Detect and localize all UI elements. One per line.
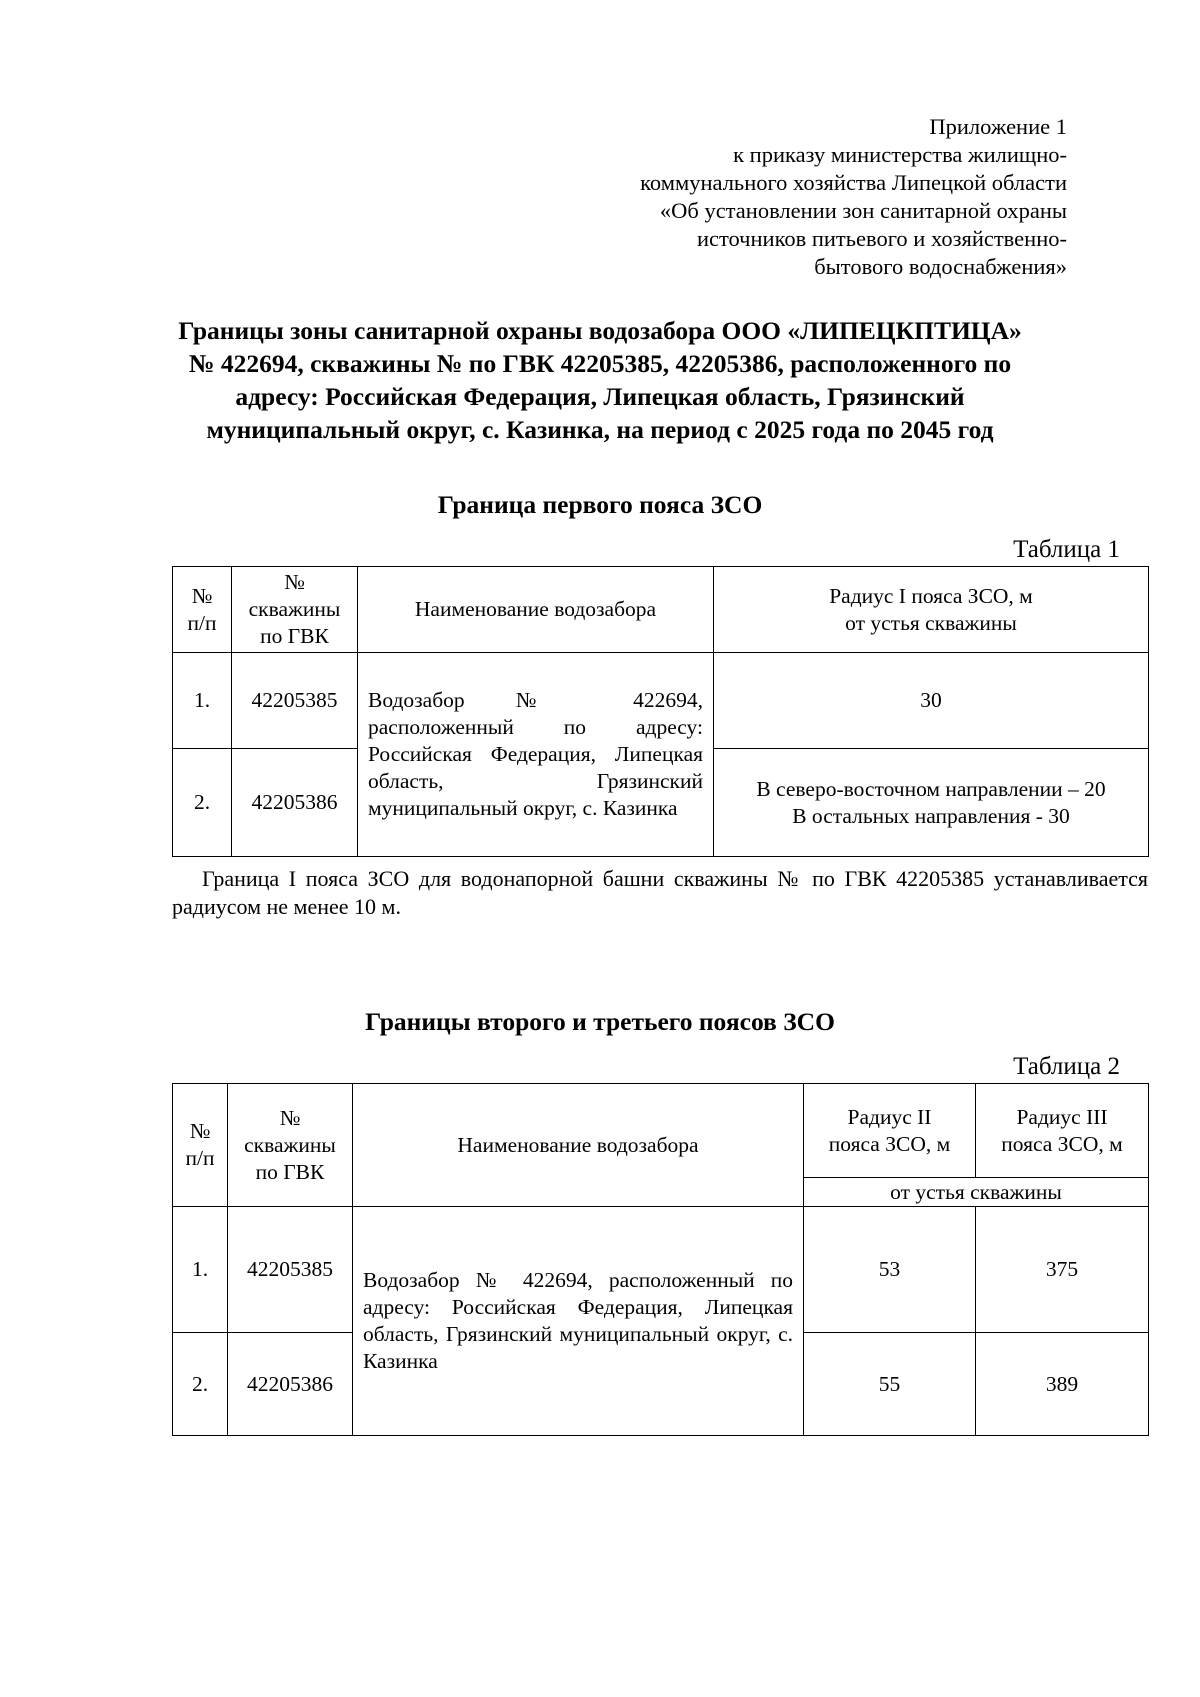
appendix-line: к приказу министерства жилищно- xyxy=(733,142,1067,167)
title-line: № 422694, скважины № по ГВК 42205385, 42205386, расположенного по xyxy=(188,349,1012,378)
section1-heading: Граница первого пояса ЗСО xyxy=(437,490,763,519)
header-num-line: № xyxy=(189,1119,211,1143)
header-well-line: № xyxy=(284,570,305,594)
table-second-third-belts xyxy=(172,1083,1149,1436)
row-num: 1. xyxy=(173,1207,228,1333)
intake-description: Водозабор № 422694, расположенный по адресу: Российская Федерация, Липецкая область, Грязинский муниципальный округ, с. Казинка xyxy=(353,1207,804,1436)
table1-header-row xyxy=(173,567,1149,653)
header-radius-line: от устья скважины xyxy=(845,610,1017,635)
table1-label: Таблица 1 xyxy=(1013,536,1120,563)
table2-header-row xyxy=(173,1084,1149,1178)
appendix-line: «Об установлении зон санитарной охраны xyxy=(659,198,1067,223)
row-radius-iii: 389 xyxy=(976,1333,1149,1436)
header-well-line: по ГВК xyxy=(255,1159,325,1184)
row-well: 42205386 xyxy=(228,1333,353,1436)
intake-description: Водозабор № 422694, расположенный по адресу: Российская Федерация, Липецкая область, Грязинский муниципальный округ, с. Казинка xyxy=(358,653,714,857)
appendix-header xyxy=(640,113,1067,281)
row-radius: 30 xyxy=(714,653,1149,749)
header-well xyxy=(228,1084,353,1207)
header-radius-ii xyxy=(804,1084,976,1178)
row-radius xyxy=(714,749,1149,857)
header-well-line: № xyxy=(279,1105,301,1130)
first-belt-note: Граница I пояса ЗСО для водонапорной башни скважины № по ГВК 42205385 устанавливается радиусом не менее 10 м. xyxy=(172,866,1148,919)
row-num: 2. xyxy=(173,749,232,857)
header-radius-line: Радиус II xyxy=(847,1104,932,1129)
header-radius-iii xyxy=(976,1084,1149,1178)
table-first-belt xyxy=(172,566,1149,857)
header-num-line: № xyxy=(191,583,213,608)
header-num xyxy=(173,1084,228,1207)
header-radius xyxy=(714,567,1149,653)
title-line: Границы зоны санитарной охраны водозабора ООО «ЛИПЕЦКПТИЦА» xyxy=(178,316,1022,345)
row-well: 42205385 xyxy=(228,1207,353,1333)
header-well-line: скважины xyxy=(248,597,341,621)
section2-heading: Границы второго и третьего поясов ЗСО xyxy=(365,1007,835,1036)
document-title xyxy=(150,314,1050,446)
header-well xyxy=(232,567,358,653)
header-radius-line: Радиус I пояса ЗСО, м xyxy=(829,583,1033,608)
header-from-wellhead: от устья скважины xyxy=(804,1178,1149,1207)
title-line: муниципальный округ, с. Казинка, на период с 2025 года по 2045 год xyxy=(206,415,994,444)
header-radius-line: пояса ЗСО, м xyxy=(828,1131,951,1156)
row-radius-ii: 53 xyxy=(804,1207,976,1333)
header-num-line: п/п xyxy=(185,1146,215,1170)
header-well-line: скважины xyxy=(244,1132,336,1157)
row-num: 1. xyxy=(173,653,232,749)
header-num xyxy=(173,567,232,653)
table-row xyxy=(173,653,1149,749)
row-radius-iii: 375 xyxy=(976,1207,1149,1333)
table-row xyxy=(173,1207,1149,1333)
appendix-line: источников питьевого и хозяйственно- xyxy=(696,226,1067,251)
header-name: Наименование водозабора xyxy=(353,1084,804,1207)
header-well-line: по ГВК xyxy=(260,624,329,648)
appendix-line: бытового водоснабжения» xyxy=(814,254,1067,279)
header-name: Наименование водозабора xyxy=(358,567,714,653)
header-num-line: п/п xyxy=(187,610,217,635)
table2-label: Таблица 2 xyxy=(1013,1053,1120,1080)
title-line: адресу: Российская Федерация, Липецкая область, Грязинский xyxy=(235,382,965,411)
row-radius-ii: 55 xyxy=(804,1333,976,1436)
appendix-line: коммунального хозяйства Липецкой области xyxy=(640,170,1067,195)
appendix-line: Приложение 1 xyxy=(929,114,1067,139)
row-radius-line: В северо-восточном направлении – 20 xyxy=(756,776,1106,801)
row-radius-line: В остальных направления - 30 xyxy=(792,803,1070,828)
row-num: 2. xyxy=(173,1333,228,1436)
header-radius-line: пояса ЗСО, м xyxy=(1001,1131,1123,1156)
row-well: 42205386 xyxy=(232,749,358,857)
row-well: 42205385 xyxy=(232,653,358,749)
header-radius-line: Радиус III xyxy=(1016,1104,1108,1129)
